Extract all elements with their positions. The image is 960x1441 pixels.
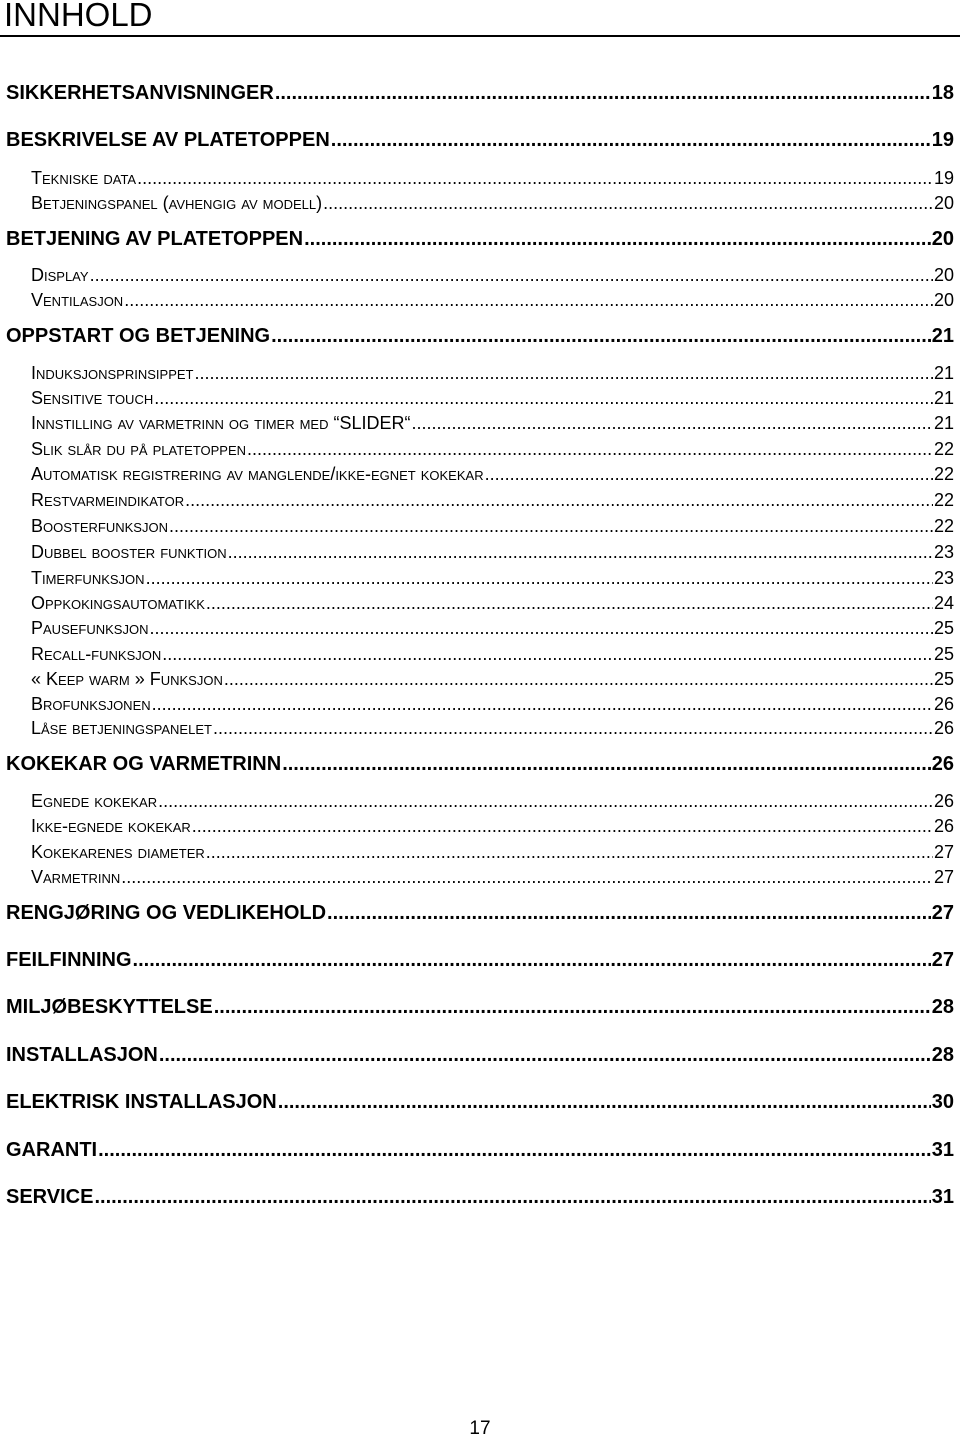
- toc-entry-page-number: 20: [933, 193, 954, 213]
- toc-entry-label: Ventilasjon: [31, 290, 124, 310]
- toc-dot-leader: [206, 591, 933, 615]
- toc-entry-page-number: 22: [933, 490, 954, 510]
- toc-entry-label: Innstilling av varmetrinn og timer med “SLIDER“: [31, 413, 411, 433]
- toc-entry[interactable]: [6, 751, 954, 777]
- toc-entry[interactable]: [6, 1184, 954, 1210]
- toc-entry-page-number: 22: [933, 439, 954, 459]
- toc-entry-page-number: 31: [931, 1186, 954, 1208]
- toc-entry[interactable]: [31, 386, 954, 410]
- toc-entry-label: Sensitive touch: [31, 388, 154, 408]
- toc-entry[interactable]: [31, 411, 954, 435]
- toc-dot-leader: [213, 716, 933, 740]
- toc-entry-page-number: 26: [933, 694, 954, 714]
- toc-entry-page-number: 30: [931, 1091, 954, 1113]
- toc-entry-page-number: 19: [933, 168, 954, 188]
- toc-entry[interactable]: [31, 488, 954, 512]
- toc-entry-label: BETJENING AV PLATETOPPEN: [6, 228, 304, 250]
- toc-dot-leader: [162, 642, 933, 666]
- toc-entry-page-number: 27: [931, 949, 954, 971]
- toc-entry[interactable]: [6, 80, 954, 106]
- toc-entry[interactable]: [31, 865, 954, 889]
- toc-entry-page-number: 26: [933, 791, 954, 811]
- toc-entry[interactable]: [31, 789, 954, 813]
- toc-entry-label: OPPSTART OG BETJENING: [6, 325, 271, 347]
- toc-dot-leader: [133, 947, 931, 973]
- toc-entry-page-number: 18: [931, 82, 954, 104]
- toc-entry-label: Varmetrinn: [31, 867, 121, 887]
- toc-entry-page-number: 24: [933, 593, 954, 613]
- toc-entry[interactable]: [31, 591, 954, 615]
- toc-entry-label: KOKEKAR OG VARMETRINN: [6, 753, 282, 775]
- toc-entry-label: Automatisk registrering av manglende/ikke-egnet kokekar: [31, 464, 484, 484]
- toc-dot-leader: [214, 994, 931, 1020]
- toc-entry-label: FEILFINNING: [6, 949, 132, 971]
- toc-entry-label: Låse betjeningspanelet: [31, 718, 212, 738]
- toc-entry-label: RENGJØRING OG VEDLIKEHOLD: [6, 902, 327, 924]
- toc-dot-leader: [282, 751, 931, 777]
- toc-entry-page-number: 22: [933, 516, 954, 536]
- toc-dot-leader: [275, 80, 931, 106]
- toc-entry[interactable]: [31, 462, 954, 486]
- toc-entry-label: Timerfunksjon: [31, 568, 145, 588]
- toc-entry-label: Ikke-egnede kokekar: [31, 816, 191, 836]
- toc-dot-leader: [158, 789, 933, 813]
- toc-entry-label: SERVICE: [6, 1186, 94, 1208]
- toc-entry-page-number: 21: [933, 363, 954, 383]
- toc-entry-page-number: 19: [931, 129, 954, 151]
- toc-entry-page-number: 25: [933, 618, 954, 638]
- toc-dot-leader: [159, 1042, 931, 1068]
- toc-entry-page-number: 27: [933, 842, 954, 862]
- toc-entry[interactable]: [31, 616, 954, 640]
- toc-entry-page-number: 20: [933, 290, 954, 310]
- toc-entry[interactable]: [31, 166, 954, 190]
- toc-entry-label: ELEKTRISK INSTALLASJON: [6, 1091, 277, 1113]
- toc-dot-leader: [323, 191, 933, 215]
- toc-entry[interactable]: [31, 667, 954, 691]
- toc-entry[interactable]: [6, 1089, 954, 1115]
- toc-dot-leader: [327, 900, 931, 926]
- toc-dot-leader: [152, 692, 933, 716]
- toc-entry[interactable]: [31, 692, 954, 716]
- title-underline-rule: [0, 35, 960, 37]
- toc-entry-page-number: 20: [931, 228, 954, 250]
- toc-entry-label: Induksjonsprinsippet: [31, 363, 194, 383]
- toc-entry-page-number: 22: [933, 464, 954, 484]
- toc-entry[interactable]: [6, 947, 954, 973]
- toc-dot-leader: [137, 166, 933, 190]
- toc-entry-page-number: 23: [933, 568, 954, 588]
- toc-entry-page-number: 20: [933, 265, 954, 285]
- toc-entry[interactable]: [31, 566, 954, 590]
- toc-entry[interactable]: [31, 540, 954, 564]
- toc-entry-page-number: 26: [933, 718, 954, 738]
- toc-entry-page-number: 25: [933, 644, 954, 664]
- toc-entry-label: Recall-funksjon: [31, 644, 162, 664]
- toc-entry-label: « Keep warm » Funksjon: [31, 669, 223, 689]
- toc-entry[interactable]: [6, 1137, 954, 1163]
- toc-entry-label: Display: [31, 265, 89, 285]
- toc-entry[interactable]: [31, 288, 954, 312]
- toc-entry-page-number: 26: [933, 816, 954, 836]
- toc-dot-leader: [304, 226, 931, 252]
- toc-entry-page-number: 25: [933, 669, 954, 689]
- toc-entry[interactable]: [31, 642, 954, 666]
- toc-entry[interactable]: [31, 840, 954, 864]
- toc-entry[interactable]: [6, 323, 954, 349]
- toc-entry[interactable]: [31, 514, 954, 538]
- toc-entry[interactable]: [31, 361, 954, 385]
- toc-dot-leader: [149, 616, 933, 640]
- toc-dot-leader: [331, 127, 931, 153]
- toc-entry[interactable]: [31, 437, 954, 461]
- toc-entry-page-number: 28: [931, 996, 954, 1018]
- toc-dot-leader: [185, 488, 933, 512]
- toc-entry[interactable]: [6, 1042, 954, 1068]
- toc-entry-page-number: 23: [933, 542, 954, 562]
- toc-entry-page-number: 27: [931, 902, 954, 924]
- toc-entry-label: Oppkokingsautomatikk: [31, 593, 205, 613]
- toc-dot-leader: [206, 840, 933, 864]
- toc-entry-label: Dubbel booster funktion: [31, 542, 227, 562]
- toc-entry-label: Brofunksjonen: [31, 694, 151, 714]
- toc-entry-page-number: 21: [931, 325, 954, 347]
- toc-dot-leader: [271, 323, 931, 349]
- toc-entry-label: Betjeningspanel (avhengig av modell): [31, 193, 323, 213]
- toc-entry-label: Kokekarenes diameter: [31, 842, 205, 862]
- toc-dot-leader: [192, 814, 933, 838]
- toc-entry[interactable]: [31, 263, 954, 287]
- toc-entry-page-number: 27: [933, 867, 954, 887]
- toc-dot-leader: [121, 865, 933, 889]
- toc-dot-leader: [124, 288, 933, 312]
- toc-dot-leader: [98, 1137, 931, 1163]
- toc-entry[interactable]: [6, 994, 954, 1020]
- toc-dot-leader: [169, 514, 933, 538]
- toc-entry-label: Slik slår du på platetoppen: [31, 439, 247, 459]
- toc-entry-label: MILJØBESKYTTELSE: [6, 996, 213, 1018]
- toc-entry[interactable]: [6, 900, 954, 926]
- toc-dot-leader: [412, 411, 933, 435]
- toc-dot-leader: [247, 437, 933, 461]
- toc-dot-leader: [224, 667, 933, 691]
- toc-entry[interactable]: [31, 814, 954, 838]
- toc-entry-label: INSTALLASJON: [6, 1044, 158, 1066]
- toc-entry[interactable]: [6, 226, 954, 252]
- footer-page-number: 17: [469, 1418, 491, 1439]
- toc-dot-leader: [278, 1089, 931, 1115]
- toc-entry-page-number: 31: [931, 1139, 954, 1161]
- toc-entry-label: Boosterfunksjon: [31, 516, 168, 536]
- toc-entry-label: Pausefunksjon: [31, 618, 149, 638]
- toc-entry[interactable]: [31, 716, 954, 740]
- toc-entry-label: Egnede kokekar: [31, 791, 158, 811]
- page-title: INNHOLD: [4, 0, 153, 33]
- toc-entry-label: BESKRIVELSE AV PLATETOPPEN: [6, 129, 330, 151]
- toc-entry-label: SIKKERHETSANVISNINGER: [6, 82, 274, 104]
- toc-dot-leader: [228, 540, 933, 564]
- toc-dot-leader: [146, 566, 933, 590]
- toc-dot-leader: [90, 263, 933, 287]
- toc-dot-leader: [154, 386, 933, 410]
- toc-entry-page-number: 21: [933, 388, 954, 408]
- toc-entry-page-number: 26: [931, 753, 954, 775]
- toc-entry[interactable]: [31, 191, 954, 215]
- toc-entry[interactable]: [6, 127, 954, 153]
- toc-dot-leader: [94, 1184, 930, 1210]
- toc-entry-label: Tekniske data: [31, 168, 137, 188]
- toc-dot-leader: [194, 361, 932, 385]
- toc-entry-label: Restvarmeindikator: [31, 490, 185, 510]
- toc-entry-page-number: 21: [933, 413, 954, 433]
- toc-entry-page-number: 28: [931, 1044, 954, 1066]
- toc-dot-leader: [485, 462, 933, 486]
- toc-entry-label: GARANTI: [6, 1139, 98, 1161]
